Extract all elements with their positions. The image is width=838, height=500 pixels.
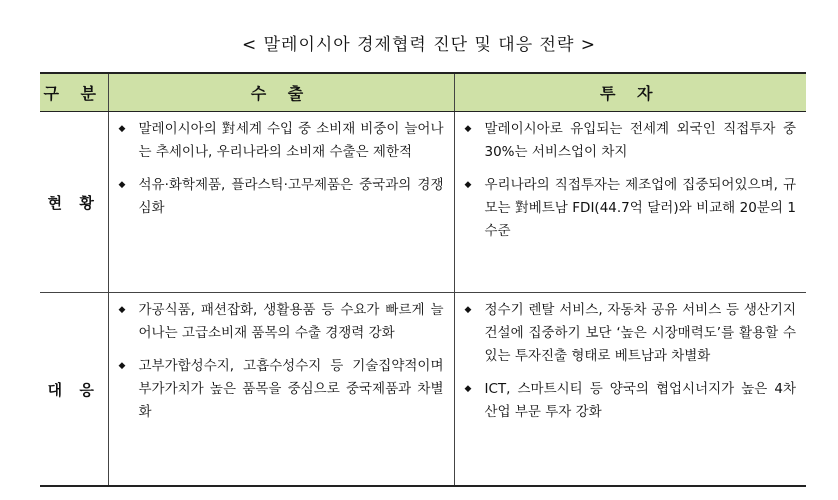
response-export-cell — [108, 293, 454, 487]
header-row — [40, 73, 806, 112]
row-label-response: 대 응 — [40, 293, 108, 487]
bullet-icon: ◆ — [118, 124, 126, 134]
list-item: ◆ 가공식품, 패션잡화, 생활용품 등 수요가 빠르게 늘어나는 고급소비재 품목의 수출 경쟁력 강화 — [119, 299, 444, 345]
list-item: ◆ 우리나라의 직접투자는 제조업에 집중되어있으며, 규모는 對베트남 FDI(44.7억 달러)와 비교해 20분의 1 수준 — [465, 174, 797, 243]
strategy-table — [40, 72, 806, 487]
status-investment-cell — [454, 112, 806, 293]
table-row-response — [40, 293, 806, 487]
list-item: ◆ ICT, 스마트시티 등 양국의 협업시너지가 높은 4차 산업 부문 투자 강화 — [465, 378, 797, 424]
list-item: ◆ 말레이시아로 유입되는 전세계 외국인 직접투자 중 30%는 서비스업이 차지 — [465, 118, 797, 164]
header-category: 구 분 — [40, 73, 108, 112]
list-item: ◆ 고부가합성수지, 고흡수성수지 등 기술집약적이며 부가가치가 높은 품목을 중심으로 중국제품과 차별화 — [119, 355, 444, 424]
bullet-icon: ◆ — [118, 180, 126, 190]
list-item: ◆ 말레이시아의 對세계 수입 중 소비재 비중이 늘어나는 추세이나, 우리나라의 소비재 수출은 제한적 — [119, 118, 444, 164]
list-item: ◆ 정수기 렌탈 서비스, 자동차 공유 서비스 등 생산기지 건설에 집중하기 보단 ‘높은 시장매력도’를 활용할 수 있는 투자진출 형태로 베트남과 차별화 — [465, 299, 797, 368]
bullet-icon: ◆ — [464, 305, 472, 315]
header-investment: 투 자 — [454, 73, 806, 112]
bullet-icon: ◆ — [464, 384, 472, 394]
header-export: 수 출 — [108, 73, 454, 112]
bullet-icon: ◆ — [118, 361, 126, 371]
list-item: ◆ 석유·화학제품, 플라스틱·고무제품은 중국과의 경쟁 심화 — [119, 174, 444, 220]
table-row-status — [40, 112, 806, 293]
bullet-icon: ◆ — [464, 180, 472, 190]
bullet-icon: ◆ — [464, 124, 472, 134]
status-export-cell — [108, 112, 454, 293]
document-title: < 말레이시아 경제협력 진단 및 대응 전략 > — [241, 35, 597, 55]
row-label-status: 현 황 — [40, 112, 108, 293]
response-investment-cell — [454, 293, 806, 487]
bullet-icon: ◆ — [118, 305, 126, 315]
